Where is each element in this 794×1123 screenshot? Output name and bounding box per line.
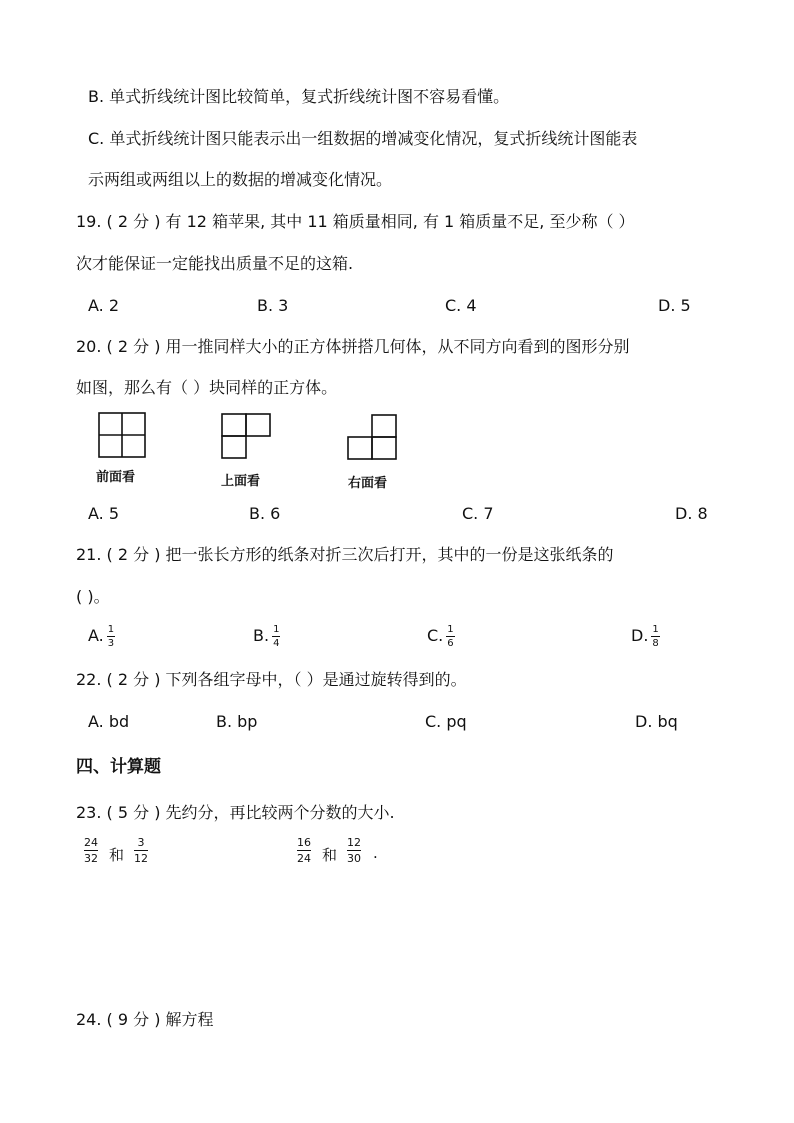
- q19-option-a: A. 2: [88, 296, 120, 315]
- q22-option-d: D. bq: [635, 712, 678, 731]
- q23-joiner-2: 和: [322, 846, 338, 864]
- section-heading-calculation: 四、计算题: [76, 757, 161, 777]
- q20-option-a: A. 5: [88, 504, 120, 523]
- q23-fraction-24-32: 24 32: [84, 836, 98, 865]
- top-view-label: 上面看: [221, 474, 261, 489]
- q20-stem-line1: 20. ( 2 分 ) 用一推同样大小的正方体拼搭几何体，从不同方向看到的图形分别: [76, 337, 630, 356]
- q23-fraction-12-30: 12 30: [347, 836, 361, 865]
- q19-stem-line2: 次才能保证一定能找出质量不足的这箱.: [76, 254, 354, 273]
- q19-option-d: D. 5: [658, 296, 691, 315]
- q20-option-c: C. 7: [462, 504, 494, 523]
- q20-stem-line2: 如图，那么有（ ）块同样的正方体。: [76, 378, 338, 397]
- q22-option-a: A. bd: [88, 712, 130, 731]
- q21-option-d: D. $\frac{1}{8}$: [631, 624, 659, 649]
- q19-option-c: C. 4: [445, 296, 477, 315]
- right-view-label: 右面看: [348, 476, 388, 491]
- q21-stem-line2: ( )。: [76, 587, 110, 606]
- q21-option-b: B. $\frac{1}{4}$: [253, 624, 280, 649]
- q24-stem: 24. ( 9 分 ) 解方程: [76, 1010, 214, 1029]
- q21-option-a: A. $\frac{1}{3}$: [88, 624, 115, 649]
- q18-option-c-line2: 示两组或两组以上的数据的增减变化情况。: [88, 170, 393, 189]
- q23-fraction-16-24: 16 24: [297, 836, 311, 865]
- q20-option-d: D. 8: [675, 504, 708, 523]
- q23-tail-period: .: [373, 844, 378, 862]
- q19-stem-line1: 19. ( 2 分 ) 有 12 箱苹果, 其中 11 箱质量相同, 有 1 箱质量不足, 至少称（ ）: [76, 212, 635, 231]
- q18-option-c-line1: C. 单式折线统计图只能表示出一组数据的增减变化情况，复式折线统计图能表: [88, 129, 638, 148]
- q19-option-b: B. 3: [257, 296, 289, 315]
- q22-stem: 22. ( 2 分 ) 下列各组字母中，（ ）是通过旋转得到的。: [76, 670, 467, 689]
- front-view-label: 前面看: [96, 470, 136, 485]
- q22-option-b: B. bp: [216, 712, 258, 731]
- right-view-figure: [347, 414, 397, 464]
- q23-joiner-1: 和: [109, 846, 125, 864]
- q20-option-b: B. 6: [249, 504, 281, 523]
- q23-fraction-3-12: 3 12: [134, 836, 148, 865]
- q18-option-b: B. 单式折线统计图比较简单，复式折线统计图不容易看懂。: [88, 87, 510, 106]
- front-view-figure: [98, 412, 146, 462]
- q22-option-c: C. pq: [425, 712, 467, 731]
- q21-stem-line1: 21. ( 2 分 ) 把一张长方形的纸条对折三次后打开，其中的一份是这张纸条的: [76, 545, 614, 564]
- q21-option-c: C. $\frac{1}{6}$: [427, 624, 454, 649]
- top-view-figure: [221, 413, 271, 463]
- q23-stem: 23. ( 5 分 ) 先约分，再比较两个分数的大小.: [76, 803, 395, 822]
